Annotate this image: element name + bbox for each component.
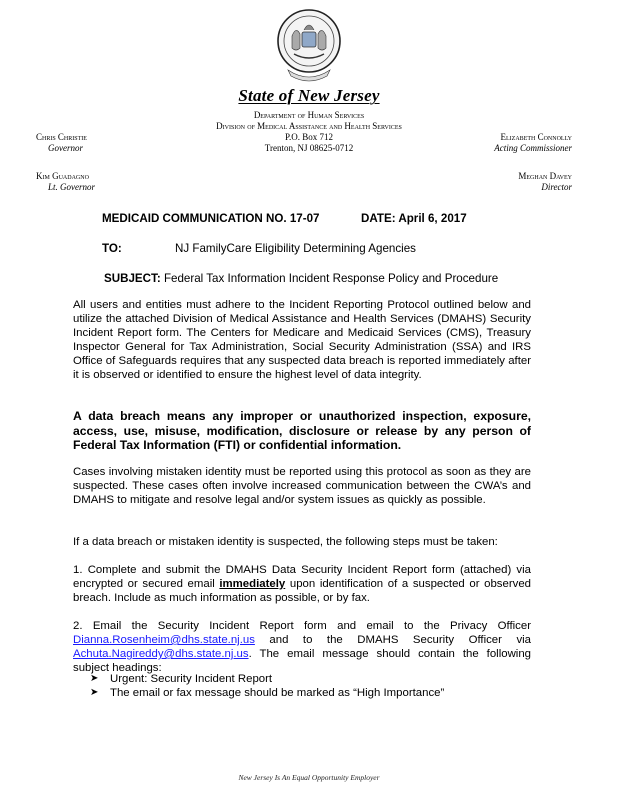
privacy-officer-email-link[interactable]: Dianna.Rosenheim@dhs.state.nj.us xyxy=(73,634,255,646)
subject-line xyxy=(104,272,498,285)
step-2 xyxy=(73,619,531,675)
list-item xyxy=(90,686,444,700)
po-box: P.O. Box 712 xyxy=(284,132,333,142)
step-1-emphasis: immediately xyxy=(219,578,286,590)
steps-intro: If a data breach or mistaken identity is suspected, the following steps must be taken: xyxy=(73,536,498,548)
step-1-text-end: upon identification of a suspected or observed breach. Include as much information as possible, or by fax. xyxy=(73,578,531,604)
to-label: TO: xyxy=(102,242,122,255)
mistaken-identity-paragraph: Cases involving mistaken identity must be reported using this protocol as soon as they are suspected. These cases often involve increased communication between the CWA’s and DMAHS to mitigate and resolve legal and/or system issues as quickly as possible. xyxy=(73,466,531,506)
step-2-text-end: . The email message should contain the following subject headings: xyxy=(73,648,531,674)
arrow-bullet-icon: ➤ xyxy=(90,687,99,698)
communication-number: MEDICAID COMMUNICATION NO. 17-07 xyxy=(102,212,320,225)
lt-governor-block xyxy=(36,171,95,193)
governor-block xyxy=(36,132,87,154)
footer-text: New Jersey Is An Equal Opportunity Employer xyxy=(238,773,380,782)
step-2-text: 2. Email the Security Incident Report form and email to the Privacy Officer xyxy=(73,620,531,632)
bullet-text: Urgent: Security Incident Report xyxy=(110,673,273,685)
step-1 xyxy=(73,563,531,605)
director-name: Meghan Davey xyxy=(518,171,572,181)
state-title: State of New Jersey xyxy=(238,86,380,105)
breach-definition: A data breach means any improper or unauthorized inspection, exposure, access, use, misuse, modification, disclosure or release by any person of Federal Tax Information (FTI) or confidential information. xyxy=(73,409,531,452)
to-value: NJ FamilyCare Eligibility Determining Agencies xyxy=(175,242,416,255)
step-2-text-mid: and to the DMAHS Security Officer via xyxy=(254,634,531,646)
subject-value: Federal Tax Information Incident Response Policy and Procedure xyxy=(163,272,499,285)
governor-title: Governor xyxy=(48,143,83,153)
commissioner-name: Elizabeth Connolly xyxy=(500,132,572,142)
division-line: Division of Medical Assistance and Health Services xyxy=(216,121,402,131)
subject-label: SUBJECT: xyxy=(104,272,161,285)
state-seal-icon xyxy=(276,8,342,90)
commissioner-title: Acting Commissioner xyxy=(494,143,572,153)
city-address: Trenton, NJ 08625-0712 xyxy=(264,143,354,153)
director-title: Director xyxy=(541,182,572,192)
step-1-text: 1. Complete and submit the DMAHS Data Security Incident Report form (attached) via encrypted or secured email xyxy=(73,564,531,590)
security-officer-email-link[interactable]: Achuta.Nagireddy@dhs.state.nj.us xyxy=(73,648,249,660)
director-block xyxy=(518,171,572,193)
lt-governor-name: Kim Guadagno xyxy=(36,171,89,181)
intro-paragraph: All users and entities must adhere to the Incident Reporting Protocol outlined below and utilize the attached Division of Medical Assistance and Health Services (DMAHS) Security Incident Report form. The Centers for Medicare and Medicaid Services (CMS), Treasury Inspector General for Tax Administration, Social Security Administration (SSA) and IRS Office of Safeguards requires that any suspected data breach is reported immediately after it is observed or identified to ensure the highest level of data integrity. xyxy=(73,299,531,381)
commissioner-block xyxy=(494,132,572,154)
bullet-text: The email or fax message should be marked as “High Importance” xyxy=(110,687,445,699)
arrow-bullet-icon: ➤ xyxy=(90,673,99,684)
lt-governor-title: Lt. Governor xyxy=(48,182,95,192)
governor-name: Chris Christie xyxy=(36,132,87,142)
communication-date: DATE: April 6, 2017 xyxy=(361,212,467,225)
department-line: Department of Human Services xyxy=(253,110,365,120)
list-item xyxy=(90,672,272,686)
